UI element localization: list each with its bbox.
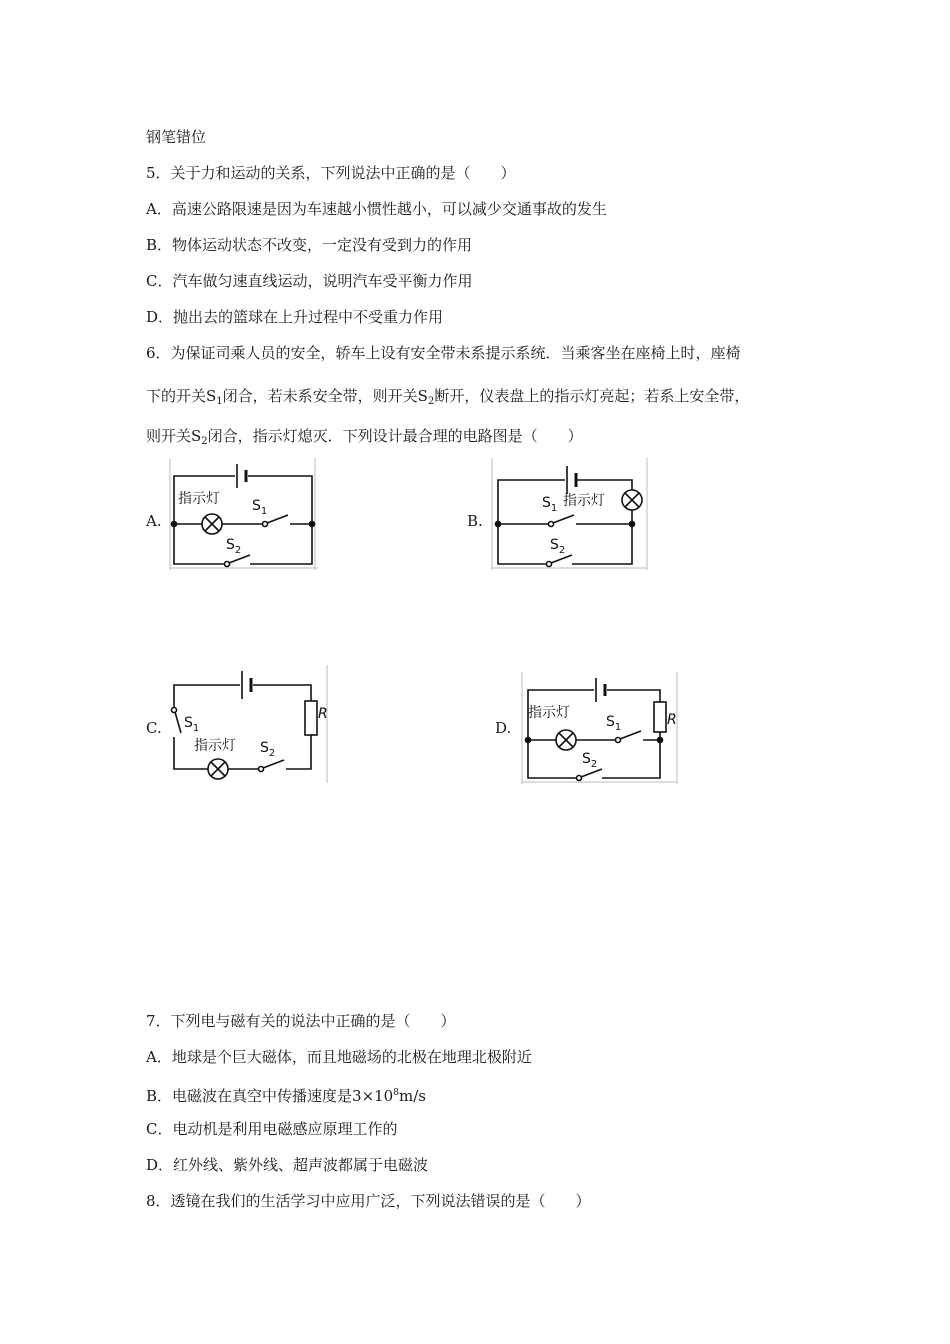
q6-text: 则开关S (146, 427, 202, 445)
q6-choice-a-label: A. (146, 512, 162, 530)
q8-stem: 8．透镜在我们的生活学习中应用广泛，下列说法错误的是（ ） (146, 1192, 591, 1210)
q5-option-b: B．物体运动状态不改变，一定没有受到力的作用 (146, 236, 473, 254)
q5-stem: 5．关于力和运动的关系，下列说法中正确的是（ ） (146, 164, 516, 182)
circuit-wire (174, 685, 240, 707)
q6-stem-line2 (146, 386, 749, 412)
circuit-wire (572, 510, 632, 564)
switch-letter: S (582, 751, 591, 767)
lamp-label: 指示灯 (563, 493, 605, 509)
subscript: 2 (590, 759, 598, 770)
switch-letter: S (226, 537, 235, 553)
switch-s1-label (184, 715, 199, 734)
junction-dot (658, 738, 663, 743)
q7-text: m/s (398, 1087, 426, 1105)
switch-s1-label (252, 498, 267, 517)
circuit-wire (576, 480, 632, 490)
switch-s1-label (542, 495, 557, 514)
lamp-label: 指示灯 (178, 491, 220, 507)
q6-text: 闭合，指示灯熄灭．下列设计最合理的电路图是（ ） (207, 427, 583, 445)
subscript: 1 (550, 503, 558, 514)
subscript: 2 (558, 545, 566, 556)
subscript: 1 (216, 396, 223, 407)
resistor-icon (654, 702, 666, 732)
subscript: 1 (260, 506, 268, 517)
junction-dot (310, 522, 315, 527)
circuit-diagram-a (168, 458, 320, 570)
resistor-label: R (318, 706, 328, 722)
circuit-wire (602, 732, 660, 778)
switch-s2-icon (229, 555, 250, 563)
q7-option-c: C．电动机是利用电磁感应原理工作的 (146, 1120, 398, 1138)
q7-option-a: A．地球是个巨大磁体，而且地磁场的北极在地理北极附近 (146, 1048, 532, 1066)
switch-s2-label (226, 537, 241, 556)
resistor-label: R (667, 712, 677, 728)
q7-option-b (146, 1083, 426, 1106)
subscript: 2 (427, 396, 435, 407)
switch-letter: S (550, 537, 559, 553)
switch-s2-icon (581, 769, 602, 777)
switch-s2-label (260, 740, 275, 759)
switch-s2-icon (263, 760, 284, 768)
switch-s1-icon (175, 712, 181, 733)
junction-dot (172, 522, 177, 527)
q7-option-d: D．红外线、紫外线、超声波都属于电磁波 (146, 1156, 429, 1174)
switch-letter: S (260, 740, 269, 756)
switch-s1-icon (620, 731, 641, 739)
subscript: 2 (201, 436, 208, 447)
switch-s1-icon (267, 515, 288, 523)
circuit-wire (286, 735, 311, 769)
switch-letter: S (184, 715, 193, 731)
q6-stem-line1: 6．为保证司乘人员的安全，轿车上设有安全带未系提示系统．当乘客坐在座椅上时，座椅 (146, 344, 741, 362)
switch-s2-icon (551, 555, 572, 563)
q7-stem: 7．下列电与磁有关的说法中正确的是（ ） (146, 1012, 456, 1030)
q7-text: B．电磁波在真空中传播速度是3×10 (146, 1087, 394, 1105)
q6-text: 闭合，若未系安全带，则开关S (222, 387, 428, 405)
q6-choice-d-label: D. (495, 719, 512, 737)
subscript: 1 (614, 722, 622, 733)
circuit-wire (253, 685, 311, 701)
q6-text: 断开，仪表盘上的指示灯亮起；若系上安全带， (434, 387, 750, 405)
q5-option-d: D．抛出去的篮球在上升过程中不受重力作用 (146, 308, 444, 326)
switch-letter: S (606, 714, 615, 730)
circuit-diagram-b (490, 458, 650, 570)
superscript: 8 (393, 1088, 399, 1098)
q6-stem-line3 (146, 426, 583, 452)
circuit-wire (607, 690, 660, 702)
lamp-label: 指示灯 (194, 738, 236, 754)
switch-letter: S (252, 498, 261, 514)
subscript: 2 (234, 545, 242, 556)
resistor-icon (305, 701, 317, 735)
switch-s2-label (582, 751, 597, 770)
switch-s1-icon (553, 515, 574, 523)
switch-s1-icon (172, 708, 177, 713)
fragment-text: 钢笔错位 (146, 128, 207, 146)
switch-s1-label (606, 714, 621, 733)
circuit-diagram-d (520, 672, 682, 784)
q5-option-c: C．汽车做匀速直线运动，说明汽车受平衡力作用 (146, 272, 473, 290)
switch-s2-label (550, 537, 565, 556)
junction-dot (630, 522, 635, 527)
q5-option-a: A．高速公路限速是因为车速越小惯性越小，可以减少交通事故的发生 (146, 200, 607, 218)
circuit-wire (248, 476, 312, 564)
q6-choice-b-label: B. (467, 512, 483, 530)
q6-text: 下的开关S (146, 387, 217, 405)
switch-letter: S (542, 495, 551, 511)
junction-dot (496, 522, 501, 527)
junction-dot (526, 738, 531, 743)
subscript: 1 (192, 723, 200, 734)
subscript: 2 (268, 748, 276, 759)
circuit-diagram-c (168, 665, 333, 783)
lamp-label: 指示灯 (528, 705, 570, 721)
q6-choice-c-label: C. (146, 719, 162, 737)
